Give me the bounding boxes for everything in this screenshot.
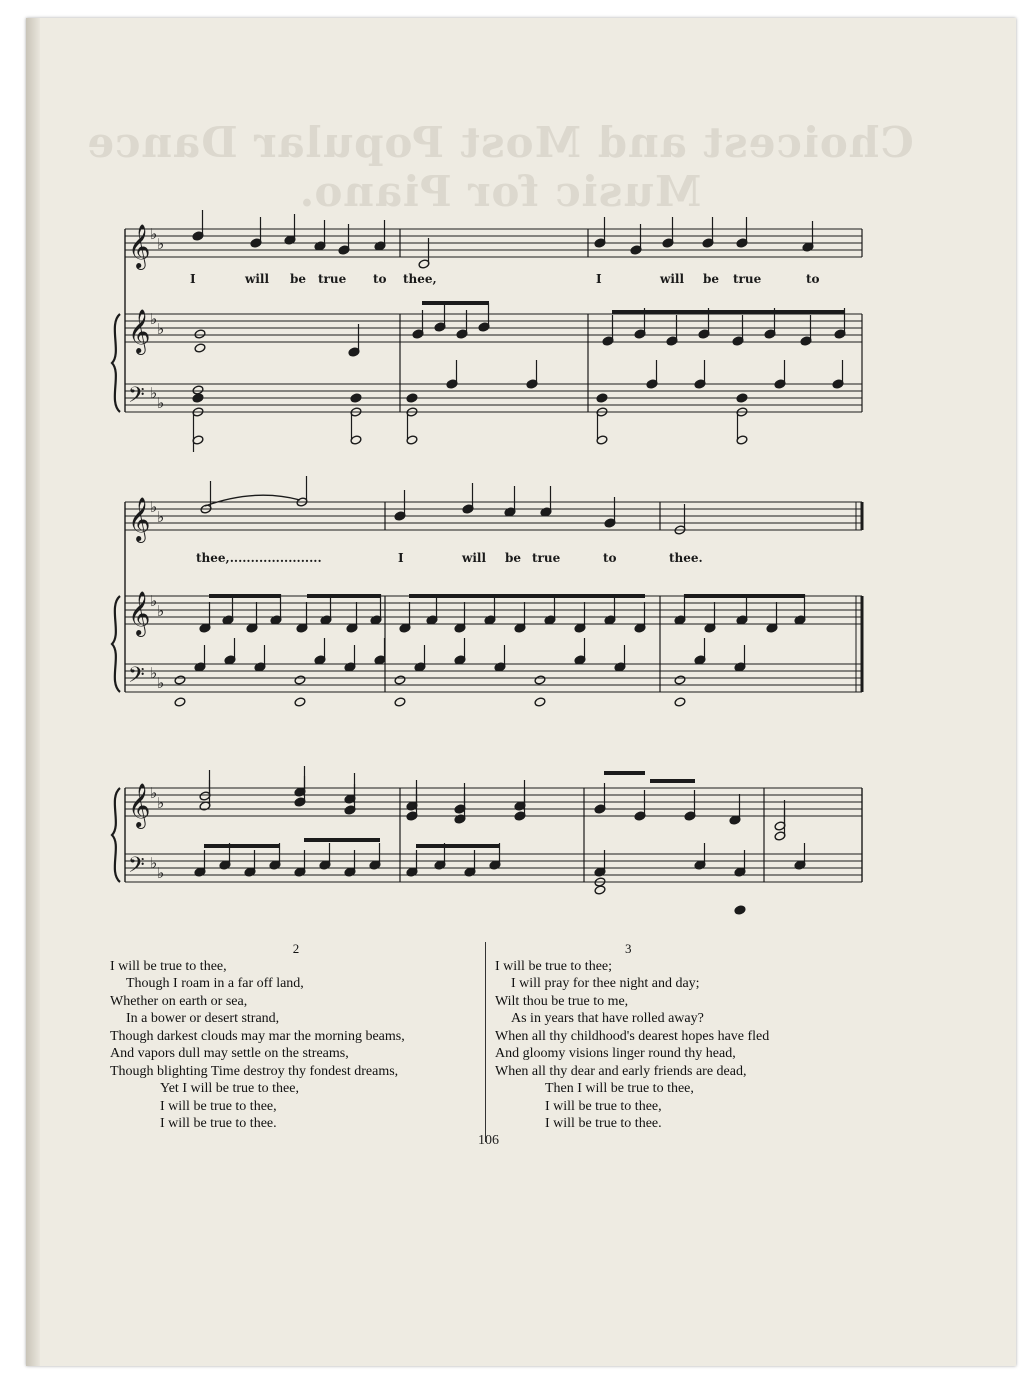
lyric-word: to [603,551,617,565]
note-head [534,675,546,685]
page-number: 106 [478,1133,499,1148]
verse-line: I will be true to thee. [545,1116,662,1131]
flat-sign: ♭ [157,320,165,338]
lyric-word: I [596,272,602,286]
beam [684,594,805,598]
note-head [192,385,204,395]
verse-line: When all thy childhood's dearest hopes have fled [495,1028,770,1044]
verse-line: When all thy dear and early friends are dead, [495,1063,747,1079]
note-head [394,697,406,707]
flat-sign: ♭ [157,394,165,412]
beam [422,301,489,305]
treble-clef: 𝄞 [128,224,151,268]
beam [612,310,845,314]
brace [112,596,120,692]
lyric-word: I [190,272,196,286]
verse-line: I will pray for thee night and day; [511,976,700,991]
note-head [674,675,686,685]
brace [112,788,120,882]
flat-sign: ♭ [157,674,165,692]
note-head [294,697,306,707]
verse-line: Yet I will be true to thee, [160,1081,299,1096]
flat-sign: ♭ [157,508,165,526]
beam [604,771,645,775]
flat-sign: ♭ [150,664,158,682]
lyric-word: be [703,272,720,286]
note-head [294,675,306,685]
lyric-word: thee. [669,551,703,565]
lyric-word: will [245,272,270,286]
verse-line: Whether on earth or sea, [110,993,248,1009]
faded-header-bleedthrough: Choicest and Most Popular Dance Music for Piano. [86,118,914,216]
note-head [596,393,608,403]
verse-line: Wilt thou be true to me, [495,993,629,1009]
brace [112,314,120,412]
bass-clef: 𝄢 [128,663,145,693]
flat-sign: ♭ [157,602,165,620]
treble-clef: 𝄞 [128,497,151,541]
note-head [406,393,418,403]
beam [409,594,645,598]
beam [307,594,381,598]
lyric-word: true [532,551,561,565]
verse-line: Though I roam in a far off land, [126,976,304,991]
beam [416,844,500,848]
verse-3 [495,940,867,1133]
lyric-word: true [318,272,347,286]
treble-clef: 𝄞 [128,591,151,635]
note-head [194,343,206,353]
flat-sign: ♭ [157,235,165,253]
note-head [394,675,406,685]
verse-line: As in years that have rolled away? [511,1011,704,1026]
flat-sign: ♭ [150,384,158,402]
note-head [674,697,686,707]
note-head [350,393,362,403]
verse-divider [485,942,486,1142]
note-head [734,905,746,915]
note-head [174,697,186,707]
verse-number: 3 [625,941,632,956]
lyric-word: to [373,272,387,286]
verse-line: I will be true to thee, [110,958,227,974]
verse-line: I will be true to thee, [545,1098,662,1114]
verse-number: 2 [292,941,300,956]
verse-line: And vapors dull may settle on the streams, [110,1046,349,1061]
note-head [174,675,186,685]
tie [205,495,300,506]
note-head [736,393,748,403]
lyric-word: will [462,551,487,565]
treble-clef: 𝄞 [128,309,151,353]
verse-line: I will be true to thee. [160,1116,277,1131]
lyric-word: be [505,551,522,565]
lyric-word: thee, [403,272,437,286]
verse-line: Then I will be true to thee, [545,1081,694,1096]
flat-sign: ♭ [150,592,158,610]
beam [650,779,695,783]
verse-2 [110,940,482,1133]
flat-sign: ♭ [157,794,165,812]
bass-clef: 𝄢 [128,853,145,883]
note-head [194,329,206,339]
beam [304,838,380,842]
flat-sign: ♭ [150,784,158,802]
note-head [534,697,546,707]
bass-clef: 𝄢 [128,383,145,413]
lyric-word: be [290,272,307,286]
verse-line: I will be true to thee; [495,958,613,974]
verse-line: Though blighting Time destroy thy fondest dreams, [110,1063,399,1079]
verse-line: In a bower or desert strand, [126,1011,280,1026]
lyric-word: will [660,272,685,286]
flat-sign: ♭ [150,225,158,243]
flat-sign: ♭ [150,498,158,516]
verse-line: Though darkest clouds may mar the morning beams, [110,1028,405,1044]
flat-sign: ♭ [150,854,158,872]
lyric-word: thee,...................... [196,551,322,565]
flat-sign: ♭ [157,864,165,882]
lyric-word: to [806,272,820,286]
beam [209,594,281,598]
verse-line: And gloomy visions linger round thy head, [495,1046,736,1061]
note-head [192,393,204,403]
flat-sign: ♭ [150,310,158,328]
lyric-word: I [398,551,404,565]
verse-line: I will be true to thee, [160,1098,277,1114]
note-head [594,885,606,895]
treble-clef: 𝄞 [128,783,151,827]
beam [204,844,280,848]
lyric-word: true [733,272,762,286]
